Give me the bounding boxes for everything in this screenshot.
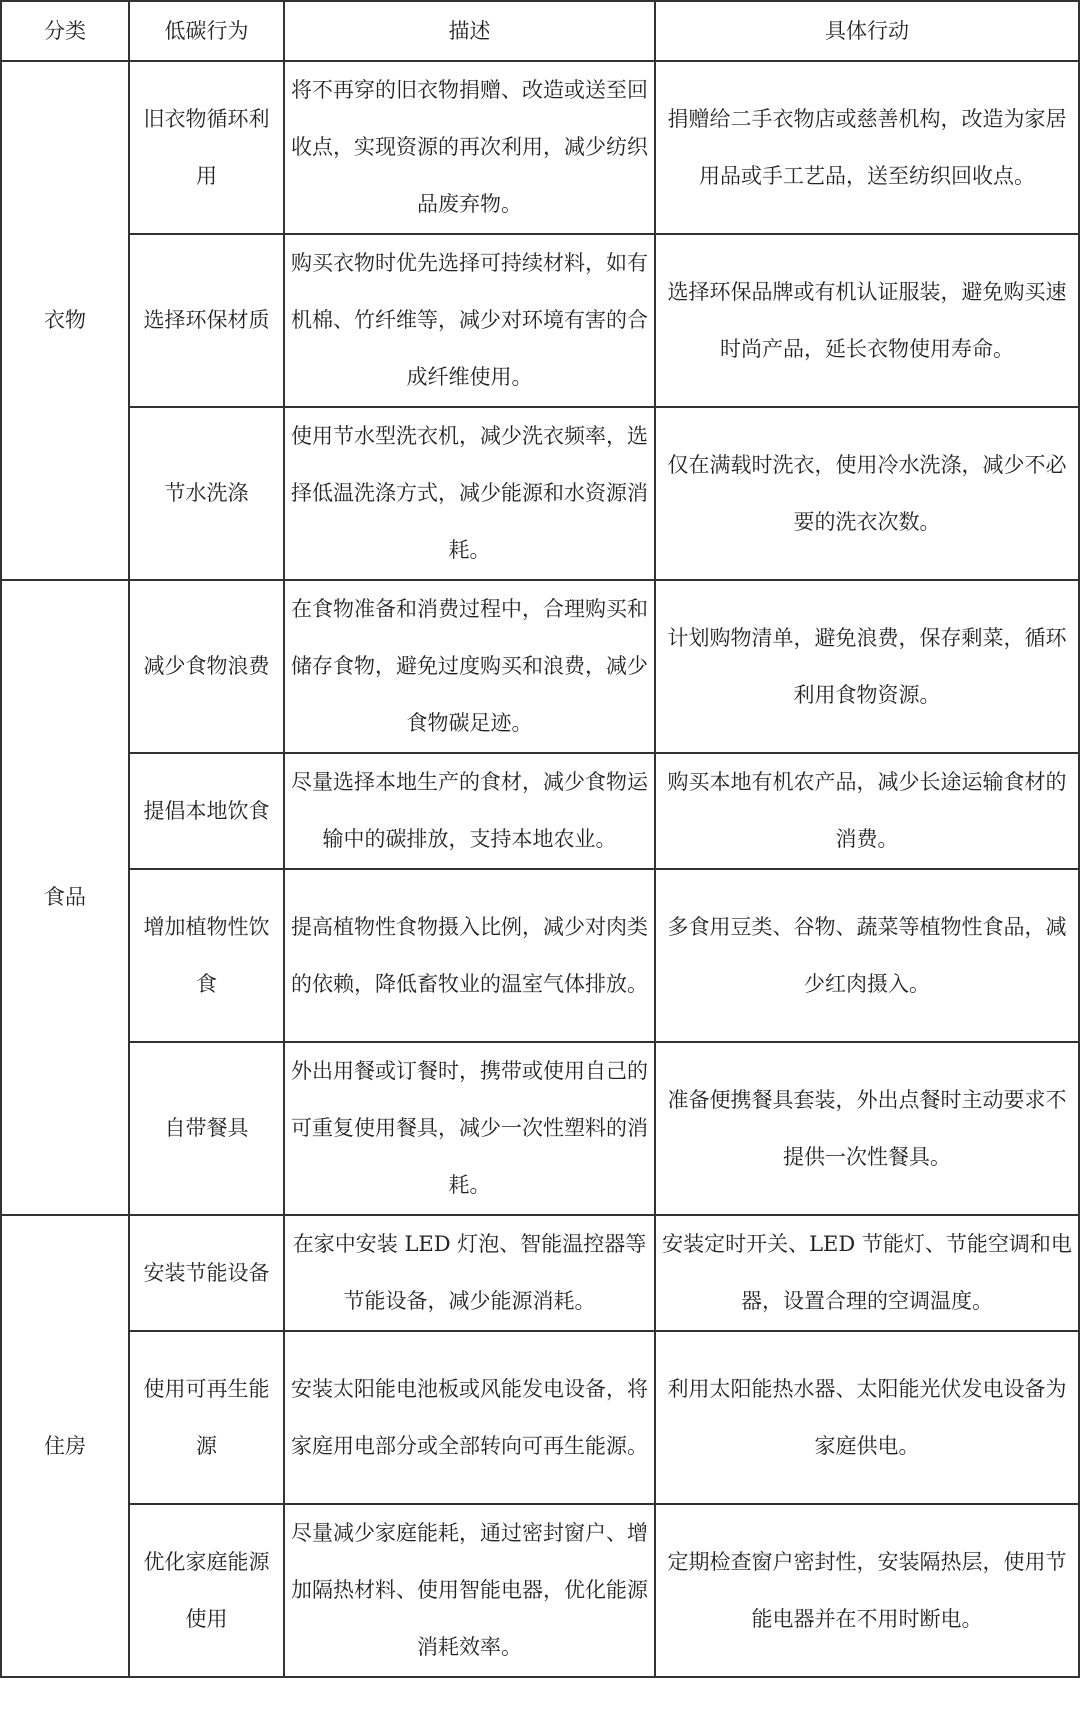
description-cell: 将不再穿的旧衣物捐赠、改造或送至回收点，实现资源的再次利用，减少纺织品废弃物。 — [284, 61, 655, 234]
header-category: 分类 — [1, 1, 129, 61]
header-description: 描述 — [284, 1, 655, 61]
description-cell: 安装太阳能电池板或风能发电设备，将家庭用电部分或全部转向可再生能源。 — [284, 1331, 655, 1504]
description-cell: 在食物准备和消费过程中，合理购买和储存食物，避免过度购买和浪费，减少食物碳足迹。 — [284, 580, 655, 753]
table-row — [1, 869, 1079, 1042]
behavior-cell: 使用可再生能源 — [129, 1331, 284, 1504]
behavior-cell: 节水洗涤 — [129, 407, 284, 580]
action-cell: 准备便携餐具套装，外出点餐时主动要求不提供一次性餐具。 — [655, 1042, 1079, 1215]
category-cell-clothing: 衣物 — [1, 61, 129, 580]
action-cell: 选择环保品牌或有机认证服装，避免购买速时尚产品，延长衣物使用寿命。 — [655, 234, 1079, 407]
category-cell-food: 食品 — [1, 580, 129, 1215]
action-cell: 仅在满载时洗衣，使用冷水洗涤，减少不必要的洗衣次数。 — [655, 407, 1079, 580]
action-cell: 购买本地有机农产品，减少长途运输食材的消费。 — [655, 753, 1079, 869]
behavior-cell: 提倡本地饮食 — [129, 753, 284, 869]
header-behavior: 低碳行为 — [129, 1, 284, 61]
description-cell: 尽量选择本地生产的食材，减少食物运输中的碳排放，支持本地农业。 — [284, 753, 655, 869]
table-row — [1, 1504, 1079, 1677]
table-row — [1, 1215, 1079, 1331]
table-row — [1, 61, 1079, 234]
table-row — [1, 234, 1079, 407]
table-row — [1, 753, 1079, 869]
behavior-cell: 自带餐具 — [129, 1042, 284, 1215]
behavior-cell: 减少食物浪费 — [129, 580, 284, 753]
description-cell: 尽量减少家庭能耗，通过密封窗户、增加隔热材料、使用智能电器，优化能源消耗效率。 — [284, 1504, 655, 1677]
header-action: 具体行动 — [655, 1, 1079, 61]
action-cell: 利用太阳能热水器、太阳能光伏发电设备为家庭供电。 — [655, 1331, 1079, 1504]
table-row — [1, 580, 1079, 753]
table-row — [1, 407, 1079, 580]
behavior-cell: 选择环保材质 — [129, 234, 284, 407]
description-cell: 在家中安装 LED 灯泡、智能温控器等节能设备，减少能源消耗。 — [284, 1215, 655, 1331]
category-cell-housing: 住房 — [1, 1215, 129, 1677]
description-cell: 使用节水型洗衣机，减少洗衣频率，选择低温洗涤方式，减少能源和水资源消耗。 — [284, 407, 655, 580]
description-cell: 外出用餐或订餐时，携带或使用自己的可重复使用餐具，减少一次性塑料的消耗。 — [284, 1042, 655, 1215]
action-cell: 安装定时开关、LED 节能灯、节能空调和电器，设置合理的空调温度。 — [655, 1215, 1079, 1331]
description-cell: 提高植物性食物摄入比例，减少对肉类的依赖，降低畜牧业的温室气体排放。 — [284, 869, 655, 1042]
table-row — [1, 1042, 1079, 1215]
action-cell: 多食用豆类、谷物、蔬菜等植物性食品，减少红肉摄入。 — [655, 869, 1079, 1042]
action-cell: 定期检查窗户密封性，安装隔热层，使用节能电器并在不用时断电。 — [655, 1504, 1079, 1677]
behavior-cell: 安装节能设备 — [129, 1215, 284, 1331]
behavior-cell: 优化家庭能源使用 — [129, 1504, 284, 1677]
table-row — [1, 1331, 1079, 1504]
action-cell: 捐赠给二手衣物店或慈善机构，改造为家居用品或手工艺品，送至纺织回收点。 — [655, 61, 1079, 234]
action-cell: 计划购物清单，避免浪费，保存剩菜，循环利用食物资源。 — [655, 580, 1079, 753]
description-cell: 购买衣物时优先选择可持续材料，如有机棉、竹纤维等，减少对环境有害的合成纤维使用。 — [284, 234, 655, 407]
behavior-cell: 旧衣物循环利用 — [129, 61, 284, 234]
header-row — [1, 1, 1079, 61]
behavior-cell: 增加植物性饮食 — [129, 869, 284, 1042]
